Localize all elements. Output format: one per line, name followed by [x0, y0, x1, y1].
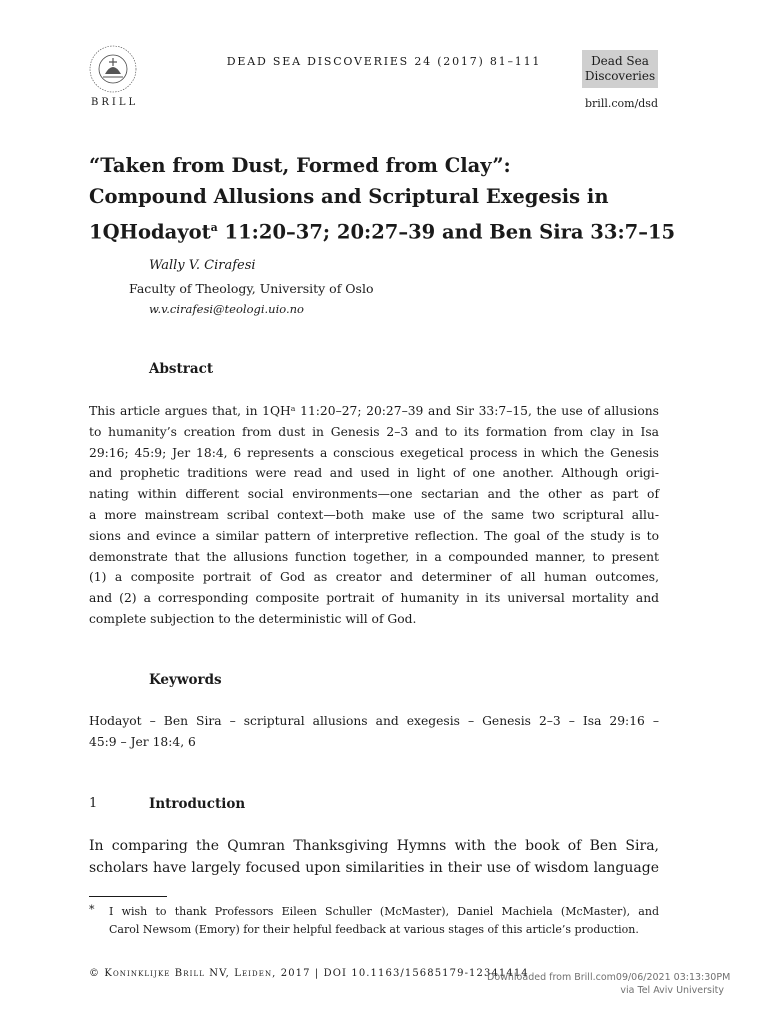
- copyright-doi-line: © Koninklijke Brill NV, Leiden, 2017 | DOI 10.1163/15685179-12341414: [89, 968, 529, 979]
- journal-citation: DEAD SEA DISCOVERIES 24 (2017) 81–111: [226, 55, 542, 68]
- intro-line: scholars have largely focused upon similarities in their use of wisdom language: [89, 860, 659, 876]
- title-line: 1QHodayot$^a$ 11:20–37; 20:27–39 and Ben Sira 33:7–15: [89, 220, 676, 244]
- section-heading: Introduction: [149, 796, 246, 812]
- abstract-line: and (2) a corresponding composite portrait of humanity in its universal mortality and: [89, 591, 659, 606]
- abstract-line: complete subjection to the deterministic will of God.: [89, 611, 417, 626]
- author-name: Wally V. Cirafesi: [149, 258, 256, 273]
- brill-seal-icon: [88, 44, 138, 94]
- author-email[interactable]: w.v.cirafesi@teologi.uio.no: [149, 302, 304, 316]
- journal-badge: [582, 50, 658, 88]
- section-number: 1: [89, 796, 98, 811]
- introduction-text: [89, 835, 659, 879]
- title-line: “Taken from Dust, Formed from Clay”:: [89, 154, 511, 177]
- footnote-rule: [89, 896, 167, 897]
- footnote-line: Carol Newsom (Emory) for their helpful feedback at various stages of this article’s production.: [109, 922, 639, 936]
- abstract-line: This article argues that, in 1QHᵃ 11:20–27; 20:27–39 and Sir 33:7–15, the use of allusions: [89, 404, 659, 418]
- title-line: Compound Allusions and Scriptural Exegesis in: [89, 185, 609, 208]
- publisher-logo-text: BRILL: [91, 97, 139, 108]
- footnote-mark: *: [89, 903, 95, 916]
- institution-watermark: via Tel Aviv University: [620, 985, 724, 996]
- abstract-line: nating within different social environments—one sectarian and the other as part of: [89, 487, 659, 502]
- journal-badge-line: Discoveries: [584, 69, 656, 83]
- footnote-line: I wish to thank Professors Eileen Schuller (McMaster), Daniel Machiela (McMaster), and: [109, 905, 659, 918]
- footnote-text: [109, 903, 659, 938]
- abstract-text: [89, 401, 659, 630]
- keywords-heading: Keywords: [149, 672, 222, 688]
- journal-badge-line: Dead Sea: [591, 54, 649, 68]
- title-superscript: a: [210, 221, 218, 234]
- abstract-line: demonstrate that the allusions function together, in a compounded manner, to present: [89, 549, 659, 564]
- abstract-line: to humanity’s creation from dust in Genesis 2–3 and to its formation from clay in Isa: [89, 424, 659, 439]
- article-title: [89, 150, 689, 248]
- keywords-line: Hodayot – Ben Sira – scriptural allusions and exegesis – Genesis 2–3 – Isa 29:16 –: [89, 714, 659, 728]
- abstract-line: 29:16; 45:9; Jer 18:4, 6 represents a conscious exegetical process in which the Genesis: [89, 445, 659, 460]
- abstract-heading: Abstract: [149, 361, 214, 377]
- abstract-line: and prophetic traditions were read and used in light of one another. Although origi-: [89, 466, 659, 481]
- abstract-line: a more mainstream scribal context—both make use of the same two scriptural allu-: [89, 507, 659, 522]
- author-affiliation: Faculty of Theology, University of Oslo: [129, 281, 374, 296]
- keywords-text: [89, 711, 659, 753]
- abstract-line: sions and evince a similar pattern of interpretive reflection. The goal of the study is to: [89, 528, 659, 543]
- intro-line: In comparing the Qumran Thanksgiving Hymns with the book of Ben Sira,: [89, 838, 659, 854]
- keywords-line: 45:9 – Jer 18:4, 6: [89, 734, 196, 749]
- journal-url[interactable]: brill.com/dsd: [585, 97, 658, 110]
- abstract-line: (1) a composite portrait of God as creator and determiner of all human outcomes,: [89, 570, 659, 585]
- download-watermark: Downloaded from Brill.com09/06/2021 03:13:30PM: [487, 972, 731, 983]
